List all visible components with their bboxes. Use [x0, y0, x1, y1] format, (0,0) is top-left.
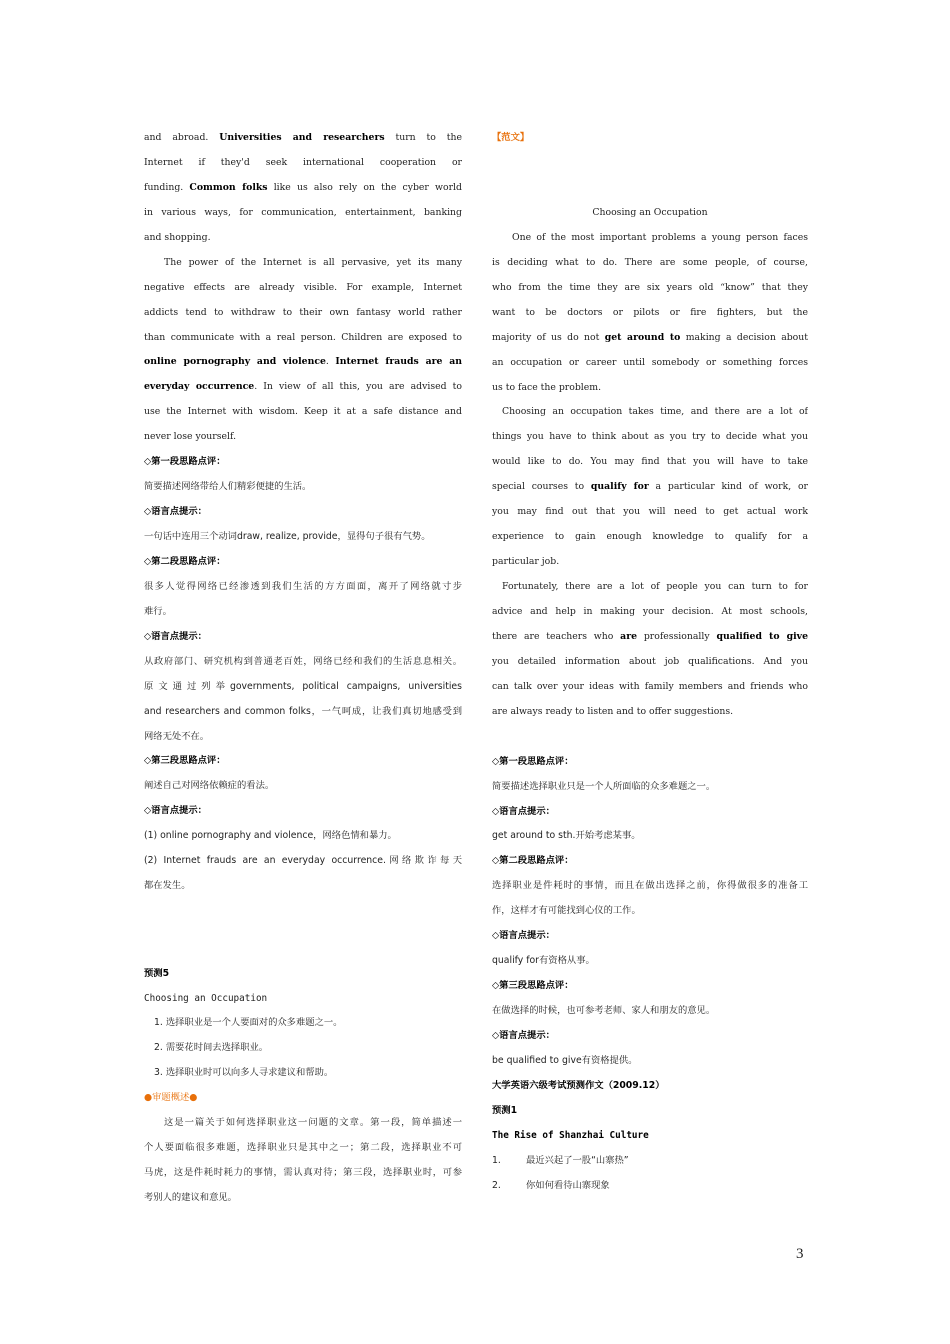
- text-line: Fortunately, there are a lot of people you can turn to for: [502, 581, 808, 592]
- section-heading: ◇第二段思路点评：: [492, 855, 574, 867]
- list-item: 2. 需要花时间去选择职业。: [154, 1042, 269, 1054]
- text-line: there are teachers who are professionally qualified to give: [492, 630, 808, 642]
- text-line: 原文通过列举governments, political campaigns, universities: [144, 680, 462, 692]
- text-line: online pornography and violence. Internet frauds are an: [144, 356, 462, 368]
- section-heading: ◇第一段思路点评：: [492, 755, 574, 767]
- section-heading: ◇语言点提示：: [492, 930, 555, 942]
- text-line: an occupation or career until somebody or something forces: [492, 356, 808, 368]
- text-line: 网络无处不在。: [144, 730, 210, 742]
- section-heading: ◇第一段思路点评：: [144, 456, 226, 468]
- text-line: you may find out that you will need to get actual work: [492, 506, 808, 518]
- text-line: and shopping.: [144, 231, 211, 243]
- text-line: 一句话中连用三个动词draw, realize, provide，显得句子很有气势。: [144, 531, 431, 542]
- text-line: 简要描述选择职业只是一个人所面临的众多难题之一。: [492, 780, 716, 792]
- text-line: who from the time they are six years old “know” that they: [492, 281, 808, 293]
- text-line: are always ready to listen and to offer suggestions.: [492, 705, 734, 717]
- text-line: (1) online pornography and violence，网络色情和暴力。: [144, 830, 397, 842]
- section-heading: ◇语言点提示：: [144, 506, 207, 518]
- text-line: and abroad. Universities and researchers turn to the: [144, 132, 462, 143]
- text-line: use the Internet with wisdom. Keep it at a safe distance and: [144, 406, 462, 418]
- spacer: [492, 737, 808, 750]
- text-line: would like to do. You may find that you will have to take: [492, 456, 808, 468]
- prediction-title: The Rise of Shanzhai Culture: [492, 1129, 649, 1141]
- text-line: 都在发生。: [144, 880, 191, 892]
- text-line: (2) Internet frauds are an everyday occurrence.网络欺诈每天: [144, 855, 462, 867]
- prediction-label: 预测1: [492, 1104, 518, 1116]
- text-line: never lose yourself.: [144, 431, 237, 443]
- text-line: everyday occurrence. In view of all this, you are advised to: [144, 381, 462, 393]
- section-heading: ◇第三段思路点评：: [144, 755, 226, 767]
- spacer: [492, 725, 808, 738]
- spacer: [492, 151, 808, 201]
- text-line: advice and help in making your decision. At most schools,: [492, 605, 808, 617]
- text-line: 选择职业是件耗时的事情，而且在做出选择之前，你得做很多的准备工: [492, 880, 808, 892]
- spacer: [144, 899, 462, 949]
- section-heading: ◇语言点提示：: [492, 1029, 555, 1041]
- text-line: be qualified to give有资格提供。: [492, 1054, 638, 1066]
- text-line: us to face the problem.: [492, 381, 602, 393]
- text-line: 简要描述网络带给人们精彩便捷的生活。: [144, 481, 312, 493]
- text-line: can talk over your ideas with family members and friends who: [492, 680, 808, 692]
- text-line: negative effects are already visible. For example, Internet: [144, 281, 462, 293]
- page-number: 3: [796, 1246, 804, 1262]
- review-heading: ●审题概述●: [144, 1092, 198, 1104]
- text-line: 个人要面临很多难题，选择职业只是其中之一；第二段，选择职业不可: [144, 1142, 462, 1154]
- text-line: Internet if they'd seek international cooperation or: [144, 156, 462, 168]
- text-line: funding. Common folks like us also rely on the cyber world: [144, 181, 462, 193]
- section-heading: ◇第二段思路点评：: [144, 555, 226, 567]
- text-line: you detailed information about job qualifications. And you: [492, 655, 808, 667]
- list-item: 1. 最近兴起了一股“山寨热”: [492, 1154, 629, 1166]
- text-line: special courses to qualify for a particular kind of work, or: [492, 481, 808, 493]
- sample-essay-label: 【范文】: [492, 132, 530, 143]
- section-heading: ◇语言点提示：: [492, 805, 555, 817]
- prediction-label: 预测5: [144, 967, 170, 979]
- list-item: 1. 选择职业是一个人要面对的众多难题之一。: [154, 1017, 343, 1029]
- prediction-title: Choosing an Occupation: [144, 992, 268, 1004]
- section-heading: ◇第三段思路点评：: [492, 980, 574, 992]
- text-line: 从政府部门、研究机构到普通老百姓，网络已经和我们的生活息息相关。: [144, 655, 462, 667]
- text-line: Choosing an occupation takes time, and there are a lot of: [502, 406, 808, 418]
- text-line: qualify for有资格从事。: [492, 955, 595, 967]
- text-line: get around to sth.开始考虑某事。: [492, 830, 641, 842]
- text-line: want to be doctors or pilots or fire fighters, but the: [492, 306, 808, 318]
- text-line: and researchers and common folks，一气呵成，让我们真切地感受到: [144, 705, 462, 717]
- essay-title: Choosing an Occupation: [592, 206, 708, 218]
- text-line: 难行。: [144, 605, 172, 617]
- text-line: The power of the Internet is all pervasive, yet its many: [164, 256, 462, 268]
- section-title: 大学英语六级考试预测作文（2009.12）: [492, 1079, 665, 1091]
- list-item: 2. 你如何看待山寨现象: [492, 1179, 610, 1191]
- text-line: in various ways, for communication, entertainment, banking: [144, 206, 462, 218]
- spacer: [144, 949, 462, 962]
- text-line: experience to gain enough knowledge to qualify for a: [492, 531, 808, 543]
- section-heading: ◇语言点提示：: [144, 630, 207, 642]
- right-column: [492, 126, 808, 1199]
- text-line: 在做选择的时候，也可参考老师、家人和朋友的意见。: [492, 1005, 716, 1016]
- left-column: [144, 126, 462, 1211]
- text-line: particular job.: [492, 556, 560, 568]
- text-line: majority of us do not get around to making a decision about: [492, 331, 808, 343]
- text-line: 马虎，这是件耗时耗力的事情，需认真对待；第三段，选择职业时，可参: [144, 1167, 462, 1179]
- list-item: 3. 选择职业时可以向多人寻求建议和帮助。: [154, 1067, 334, 1079]
- text-line: than communicate with a real person. Children are exposed to: [144, 331, 462, 343]
- text-line: is deciding what to do. There are some people, of course,: [492, 256, 808, 268]
- section-heading: ◇语言点提示：: [144, 805, 207, 817]
- text-line: 阐述自己对网络依赖症的看法。: [144, 780, 275, 792]
- text-line: 这是一篇关于如何选择职业这一问题的文章。第一段，简单描述一: [164, 1117, 462, 1129]
- text-line: things you have to think about as you try to decide what you: [492, 431, 808, 443]
- text-line: 考别人的建议和意见。: [144, 1192, 237, 1203]
- text-line: 很多人觉得网络已经渗透到我们生活的方方面面，离开了网络就寸步: [144, 580, 462, 592]
- text-line: One of the most important problems a young person faces: [512, 231, 808, 243]
- text-line: addicts tend to withdraw to their own fantasy world rather: [144, 306, 462, 318]
- text-line: 作，这样才有可能找到心仪的工作。: [492, 905, 641, 917]
